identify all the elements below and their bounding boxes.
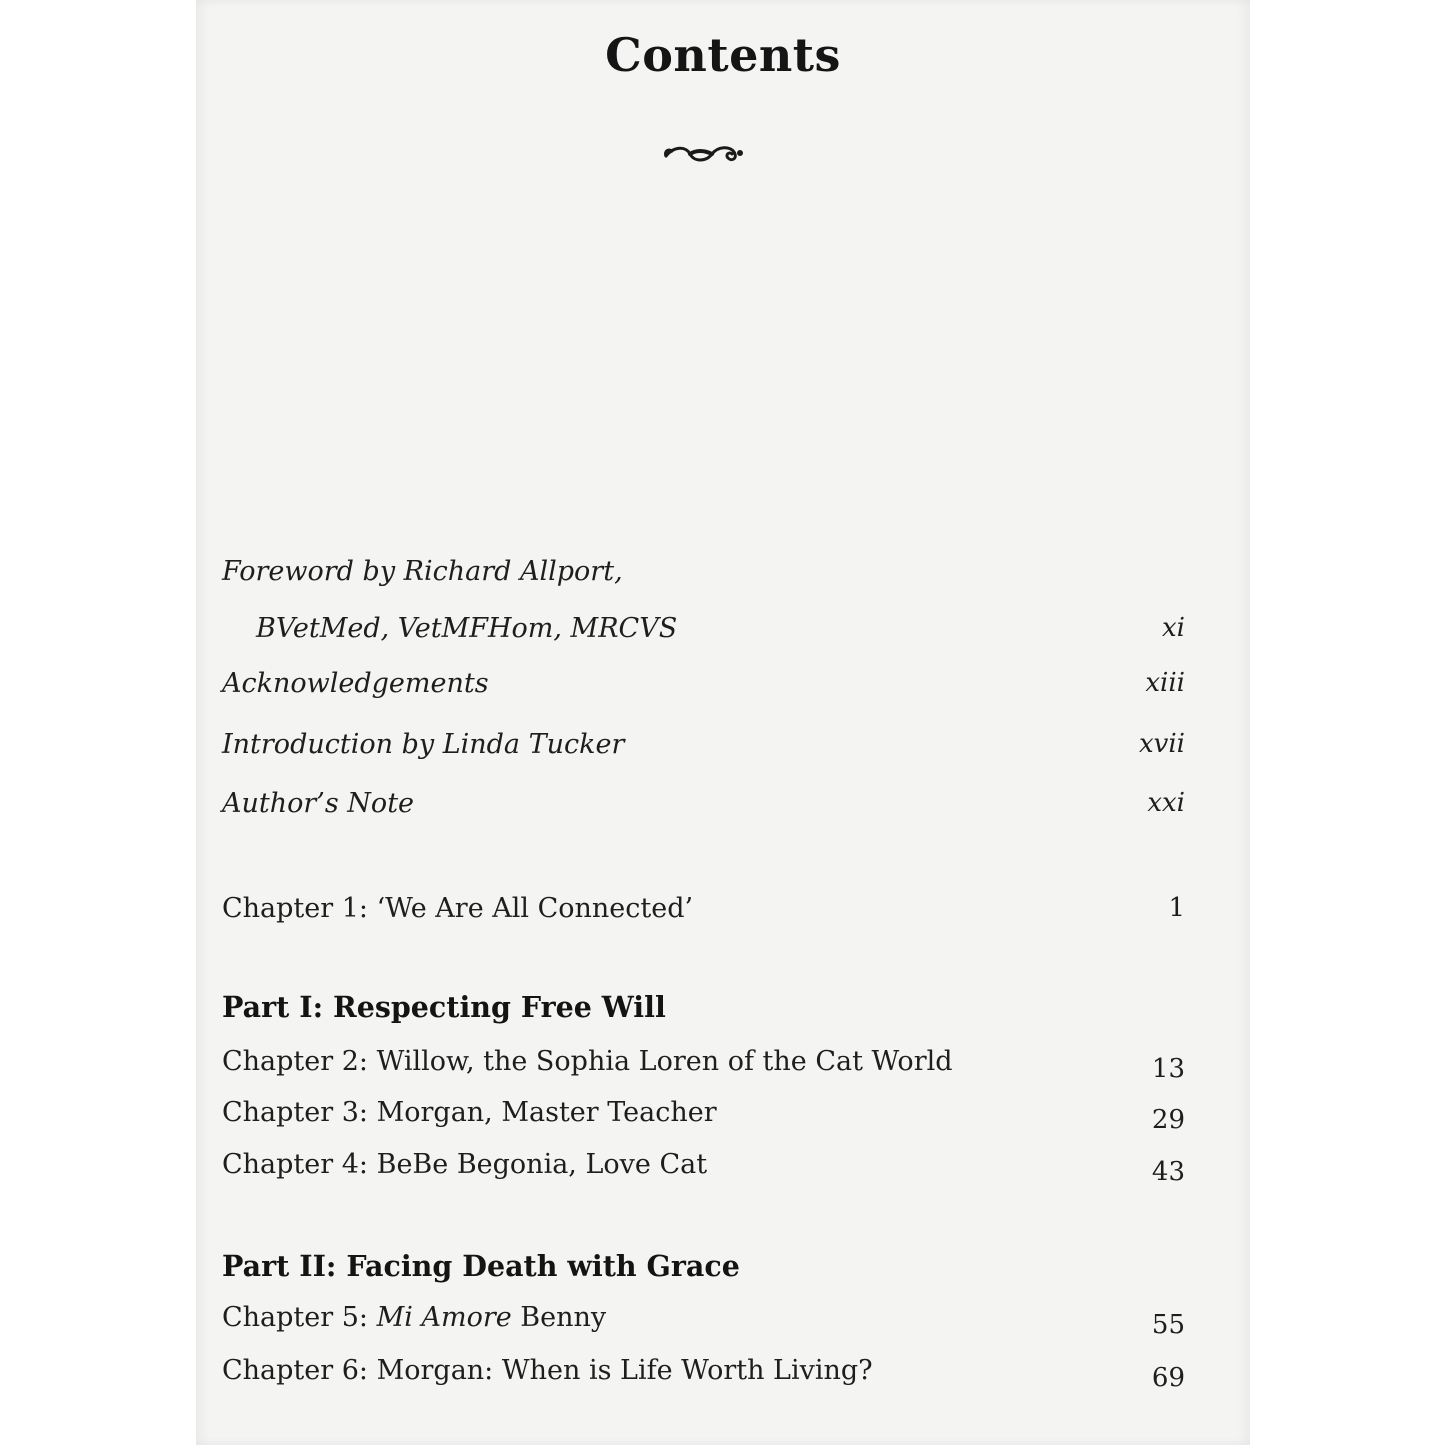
toc-entry-foreword-credentials (222, 613, 1183, 644)
toc-entry-authors-note (222, 788, 1183, 819)
toc-entry-acknowledgements (222, 668, 1183, 699)
part-1-heading (222, 990, 1183, 1024)
toc-entry-label: Chapter 1: ‘We Are All Connected’ (222, 893, 694, 924)
toc-page-number: xvii (1139, 729, 1185, 759)
toc-entry-chapter-1 (222, 893, 1183, 924)
toc-entry-label: Chapter 4: BeBe Begonia, Love Cat (222, 1149, 708, 1180)
toc-entry-foreword (222, 556, 1183, 587)
flourish-ornament-icon (660, 132, 750, 172)
book-page (196, 0, 1250, 1445)
toc-page-number: 1 (1168, 893, 1185, 923)
toc-entry-chapter-2 (222, 1046, 1185, 1084)
toc-entry-chapter-3 (222, 1097, 1185, 1135)
toc-entry-label: Chapter 3: Morgan, Master Teacher (222, 1097, 717, 1128)
toc-entry-label: Acknowledgements (222, 668, 489, 699)
toc-page-number: xxi (1147, 788, 1185, 818)
toc-entry-label-prefix: Chapter 5: (222, 1302, 377, 1333)
toc-entry-label: Author’s Note (222, 788, 415, 819)
toc-page-number: 29 (1151, 1105, 1185, 1135)
toc-entry-label: BVetMed, VetMFHom, MRCVS (256, 613, 678, 644)
toc-entry-label: Foreword by Richard Allport, (222, 556, 623, 587)
toc-entry-chapter-6 (222, 1355, 1185, 1393)
part-heading-label: Part II: Facing Death with Grace (222, 1249, 740, 1283)
toc-entry-label: Chapter 2: Willow, the Sophia Loren of the Cat World (222, 1046, 953, 1077)
toc-entry-label: Chapter 6: Morgan: When is Life Worth Living? (222, 1355, 873, 1386)
toc-page-number: 55 (1151, 1310, 1185, 1340)
toc-entry-label-suffix: Benny (511, 1302, 607, 1333)
toc-entry-label: Introduction by Linda Tucker (222, 729, 625, 760)
toc-entry-introduction (222, 729, 1183, 760)
toc-page-number: 43 (1151, 1157, 1185, 1187)
toc-entry-chapter-4 (222, 1149, 1185, 1187)
toc-entry-chapter-5 (222, 1302, 1185, 1340)
toc-page-number: xiii (1145, 668, 1185, 698)
toc-page-number: 69 (1151, 1363, 1185, 1393)
toc-entry-label-italic: Mi Amore (376, 1302, 512, 1333)
toc-page-number: xi (1162, 613, 1185, 643)
part-heading-label: Part I: Respecting Free Will (222, 990, 666, 1024)
page-title: Contents (605, 28, 841, 82)
toc-page-number: 13 (1151, 1054, 1185, 1084)
part-2-heading (222, 1249, 1183, 1283)
